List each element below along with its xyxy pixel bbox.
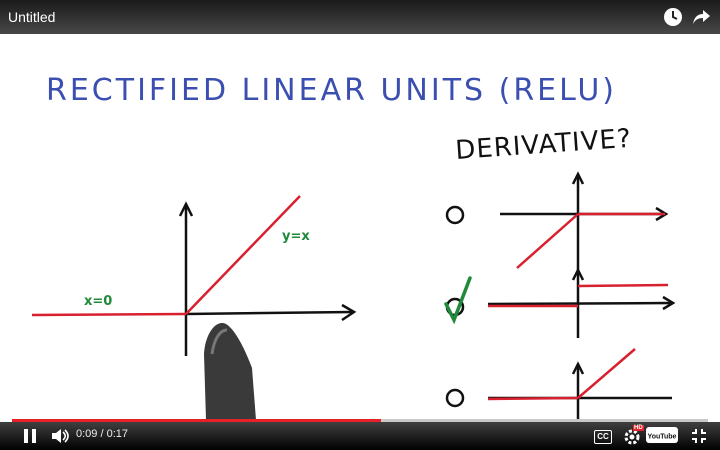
option-c-slope xyxy=(578,349,635,398)
watch-later-icon[interactable] xyxy=(662,6,684,28)
label-x-equals-0: x=0 xyxy=(84,294,113,309)
volume-icon[interactable] xyxy=(50,427,70,445)
captions-button[interactable]: CC xyxy=(594,430,612,444)
pause-icon[interactable] xyxy=(22,427,38,445)
whiteboard xyxy=(0,34,720,420)
player-controls xyxy=(0,422,720,450)
option-c-flat xyxy=(488,398,578,399)
answer-option-a[interactable] xyxy=(447,174,666,270)
label-y-equals-x: y=x xyxy=(282,229,310,244)
option-a-slope xyxy=(517,214,578,268)
video-title[interactable]: Untitled xyxy=(8,9,56,25)
answer-option-c[interactable] xyxy=(447,349,672,420)
share-icon[interactable] xyxy=(690,6,712,28)
relu-left-branch xyxy=(32,314,186,315)
relu-graph xyxy=(32,196,354,356)
relu-right-branch xyxy=(186,196,300,314)
fullscreen-exit-icon[interactable] xyxy=(690,427,708,445)
youtube-logo[interactable] xyxy=(646,427,678,443)
pen-image xyxy=(204,323,256,420)
youtube-logo-text: YouTube xyxy=(647,433,677,441)
hd-badge: HD xyxy=(634,425,643,431)
derivative-question: DERIVATIVE? xyxy=(454,123,633,166)
x-axis xyxy=(186,312,352,314)
option-a-radio[interactable] xyxy=(447,207,463,223)
option-b-one xyxy=(578,285,668,286)
option-c-radio[interactable] xyxy=(447,390,463,406)
top-bar xyxy=(0,0,720,34)
answer-option-b[interactable] xyxy=(446,270,673,338)
lesson-heading: RECTIFIED LINEAR UNITS (RELU) xyxy=(46,73,618,108)
time-display: 0:09 / 0:17 xyxy=(76,428,128,440)
